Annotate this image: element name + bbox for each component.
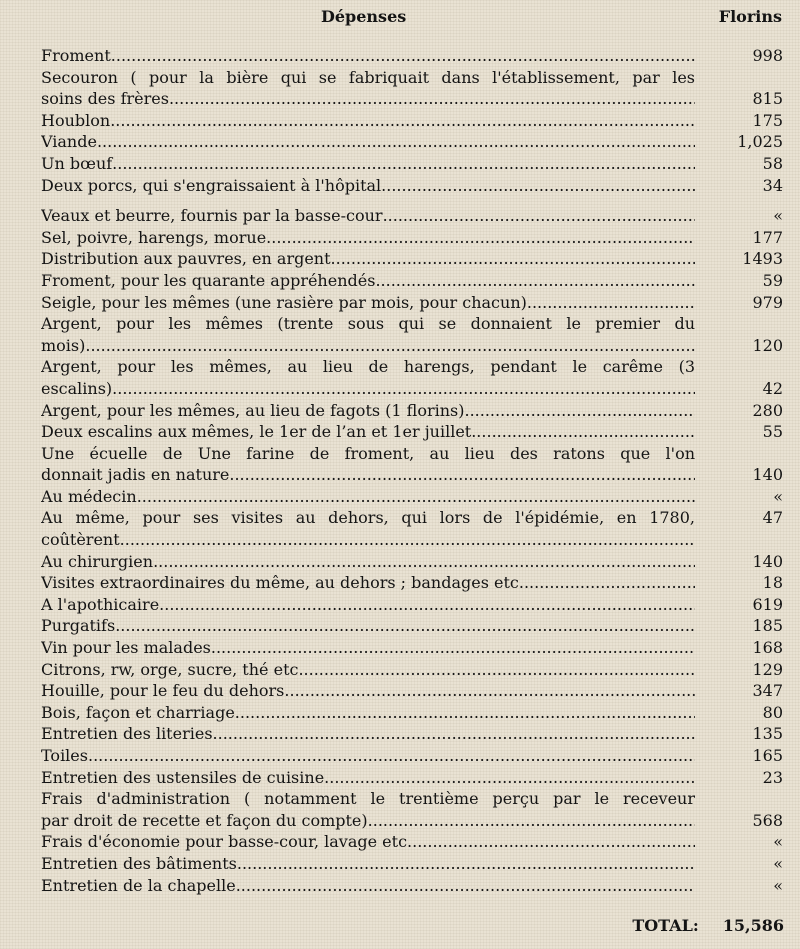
expense-description: Froment bbox=[41, 46, 111, 65]
total-value: 15,586 bbox=[722, 916, 784, 935]
expense-description-line bbox=[41, 464, 695, 486]
dot-leader bbox=[237, 853, 695, 875]
expense-row bbox=[41, 486, 783, 508]
expense-description-end: escalins) bbox=[41, 378, 113, 398]
expense-description: Veaux et beurre, fournis par la basse-cour bbox=[41, 206, 383, 226]
expense-row bbox=[41, 788, 783, 831]
expense-label bbox=[41, 313, 695, 356]
expense-row bbox=[41, 572, 783, 594]
expense-amount: 185 bbox=[752, 616, 783, 636]
expense-row bbox=[41, 680, 783, 702]
expense-description: Seigle, pour les mêmes (une rasière par mois, pour chacun) bbox=[41, 292, 527, 312]
dot-leader bbox=[412, 831, 695, 853]
dot-leader bbox=[331, 248, 695, 270]
expense-description-line bbox=[41, 378, 695, 400]
expense-description-line bbox=[41, 659, 695, 681]
expense-row bbox=[41, 205, 783, 227]
expense-row bbox=[41, 853, 783, 875]
expense-description: Au médecin bbox=[41, 486, 137, 506]
expense-description: Sel, poivre, harengs, morue bbox=[41, 227, 267, 247]
expense-description-line bbox=[41, 853, 695, 875]
expense-row bbox=[41, 767, 783, 789]
expense-description: Entretien des ustensiles de cuisine bbox=[41, 767, 325, 787]
expense-label bbox=[41, 292, 695, 314]
expense-row bbox=[41, 875, 783, 897]
dot-leader bbox=[235, 702, 695, 724]
expense-description-line bbox=[41, 205, 695, 227]
expense-description-line bbox=[41, 292, 695, 314]
expense-description: Deux escalins aux mêmes, le 1er de l’an et 1er juillet bbox=[41, 422, 472, 442]
dot-leader bbox=[85, 335, 695, 357]
expense-description: Entretien des bâtiments bbox=[41, 853, 237, 873]
expense-label bbox=[41, 745, 695, 767]
expense-amount: « bbox=[773, 832, 783, 852]
expense-description-line bbox=[41, 486, 695, 508]
expense-amount: 120 bbox=[752, 335, 783, 355]
expense-amount: 1493 bbox=[742, 249, 783, 269]
expense-label bbox=[41, 853, 695, 875]
dot-leader bbox=[211, 637, 695, 659]
expense-row bbox=[41, 153, 783, 175]
expense-description: Viande bbox=[41, 132, 97, 152]
expense-amount: 18 bbox=[762, 573, 783, 593]
expense-description: Toiles bbox=[41, 746, 88, 765]
expense-label bbox=[41, 723, 695, 745]
expense-description-line bbox=[41, 153, 695, 175]
expense-row bbox=[41, 270, 783, 292]
expense-description-line bbox=[41, 45, 695, 67]
expense-label bbox=[41, 400, 695, 422]
dot-leader bbox=[471, 421, 695, 443]
expense-description-line bbox=[41, 131, 695, 153]
expense-row bbox=[41, 421, 783, 443]
expense-row bbox=[41, 110, 783, 132]
dot-leader bbox=[324, 767, 695, 789]
expense-description: Houille, pour le feu du dehors bbox=[41, 681, 285, 701]
dot-leader bbox=[304, 659, 695, 681]
expense-description-line bbox=[41, 248, 695, 270]
expense-description: Purgatifs bbox=[41, 616, 116, 636]
expense-label bbox=[41, 356, 695, 399]
expense-row bbox=[41, 292, 783, 314]
expense-amount: 23 bbox=[762, 767, 783, 787]
expense-row bbox=[41, 400, 783, 422]
florins-column-header: Florins bbox=[718, 7, 782, 26]
expense-amount: 815 bbox=[752, 89, 783, 109]
expense-row bbox=[41, 227, 783, 249]
expense-description-line bbox=[41, 270, 695, 292]
expense-label bbox=[41, 153, 695, 175]
expense-row bbox=[41, 507, 783, 550]
expense-label bbox=[41, 767, 695, 789]
dot-leader bbox=[169, 88, 695, 110]
expense-row bbox=[41, 659, 783, 681]
expense-amount: 34 bbox=[762, 175, 783, 195]
expense-amount: 129 bbox=[752, 659, 783, 679]
dot-leader bbox=[97, 131, 695, 153]
expense-description-end: mois) bbox=[41, 335, 86, 355]
expense-amount: 619 bbox=[752, 594, 783, 614]
expense-description-line bbox=[41, 637, 695, 659]
expense-description-line bbox=[41, 702, 695, 724]
dot-leader bbox=[465, 400, 696, 422]
expense-amount: 979 bbox=[752, 292, 783, 312]
expense-description: Secouron ( pour la bière qui se fabriquait dans l'établissement, par les bbox=[41, 67, 695, 87]
expense-description: Houblon bbox=[41, 110, 111, 130]
expense-row bbox=[41, 745, 783, 767]
expense-description: Distribution aux pauvres, en argent bbox=[41, 249, 331, 269]
expense-amount: « bbox=[773, 875, 783, 895]
expense-row bbox=[41, 356, 783, 399]
expense-description-line bbox=[41, 594, 695, 616]
expense-description-line bbox=[41, 227, 695, 249]
expense-amount: 175 bbox=[752, 110, 783, 130]
expense-description-line bbox=[41, 551, 695, 573]
dot-leader bbox=[112, 153, 695, 175]
expense-description-line bbox=[41, 723, 695, 745]
dot-leader bbox=[159, 594, 695, 616]
expense-label bbox=[41, 270, 695, 292]
dot-leader bbox=[110, 110, 695, 132]
expense-label bbox=[41, 131, 695, 153]
expense-description-line bbox=[41, 745, 695, 767]
expense-amount: 165 bbox=[752, 746, 783, 765]
expense-label bbox=[41, 702, 695, 724]
expense-description-line bbox=[41, 110, 695, 132]
expense-description-line bbox=[41, 875, 695, 897]
expense-description-line bbox=[41, 529, 695, 551]
expense-label bbox=[41, 205, 695, 227]
expense-description-line bbox=[41, 680, 695, 702]
expense-label bbox=[41, 175, 695, 197]
expense-table bbox=[41, 45, 783, 896]
expense-amount: 135 bbox=[752, 724, 783, 744]
expense-description: Au chirurgien bbox=[41, 551, 154, 571]
expense-label bbox=[41, 572, 695, 594]
dot-leader bbox=[111, 45, 695, 67]
dot-leader bbox=[153, 551, 695, 573]
dot-leader bbox=[375, 270, 695, 292]
dot-leader bbox=[137, 486, 695, 508]
expense-row bbox=[41, 637, 783, 659]
expense-description-line bbox=[41, 400, 695, 422]
expense-amount: 998 bbox=[752, 46, 783, 65]
dot-leader bbox=[88, 745, 695, 767]
expense-description: Visites extraordinaires du même, au dehors ; bandages etc. bbox=[41, 573, 524, 593]
expense-row bbox=[41, 45, 783, 67]
expense-amount: 347 bbox=[752, 681, 783, 701]
dot-leader bbox=[213, 723, 695, 745]
expense-description: Citrons, rw, orge, sucre, thé etc. bbox=[41, 659, 304, 679]
expense-description: Deux porcs, qui s'engraissaient à l'hôpital bbox=[41, 175, 382, 195]
expense-label bbox=[41, 875, 695, 897]
expense-description-end: soins des frères bbox=[41, 89, 169, 109]
dot-leader bbox=[381, 175, 695, 197]
expense-label bbox=[41, 67, 695, 110]
expense-amount: 42 bbox=[762, 378, 783, 398]
expense-amount: 55 bbox=[762, 422, 783, 442]
expense-row bbox=[41, 67, 783, 110]
dot-leader bbox=[368, 810, 695, 832]
expense-description-line bbox=[41, 572, 695, 594]
expense-label bbox=[41, 615, 695, 637]
expense-label bbox=[41, 659, 695, 681]
expense-description-line bbox=[41, 175, 695, 197]
expense-amount: 140 bbox=[752, 551, 783, 571]
expense-row bbox=[41, 615, 783, 637]
expense-row bbox=[41, 702, 783, 724]
dot-leader bbox=[115, 615, 695, 637]
dot-leader bbox=[112, 378, 695, 400]
expense-description: Bois, façon et charriage bbox=[41, 702, 235, 722]
dot-leader bbox=[229, 464, 695, 486]
expense-row bbox=[41, 248, 783, 270]
expense-amount: « bbox=[773, 486, 783, 506]
expense-label bbox=[41, 227, 695, 249]
expense-amount: « bbox=[773, 853, 783, 873]
expense-description-end: coûtèrent bbox=[41, 530, 120, 550]
expense-row bbox=[41, 723, 783, 745]
expense-row bbox=[41, 594, 783, 616]
expense-label bbox=[41, 831, 695, 853]
dot-leader bbox=[266, 227, 695, 249]
total-label: TOTAL: bbox=[632, 916, 699, 935]
expense-row bbox=[41, 831, 783, 853]
expenses-column-header: Dépenses bbox=[321, 7, 407, 26]
expense-label bbox=[41, 680, 695, 702]
expense-description: A l'apothicaire bbox=[41, 594, 160, 614]
expense-row bbox=[41, 175, 783, 197]
expense-description: Froment, pour les quarante appréhendés bbox=[41, 270, 376, 290]
expense-amount: 1,025 bbox=[737, 132, 783, 152]
expense-description-end: par droit de recette et façon du compte) bbox=[41, 810, 368, 830]
expense-description-line bbox=[41, 831, 695, 853]
expense-description-line bbox=[41, 88, 695, 110]
dot-leader bbox=[236, 875, 695, 897]
expense-label bbox=[41, 248, 695, 270]
expense-description: Entretien des literies bbox=[41, 724, 213, 744]
expense-label bbox=[41, 507, 695, 550]
expense-amount: 80 bbox=[762, 702, 783, 722]
expense-amount: 177 bbox=[752, 227, 783, 247]
expense-description-line bbox=[41, 767, 695, 789]
expense-amount: 280 bbox=[752, 400, 783, 420]
expense-description-line bbox=[41, 335, 695, 357]
expense-row bbox=[41, 551, 783, 573]
expense-amount: 140 bbox=[752, 465, 783, 485]
dot-leader bbox=[524, 572, 695, 594]
expense-description: Frais d'économie pour basse-cour, lavage etc. bbox=[41, 832, 413, 852]
expense-label bbox=[41, 594, 695, 616]
expense-label bbox=[41, 637, 695, 659]
expense-amount: 58 bbox=[762, 153, 783, 173]
expense-description-line bbox=[41, 615, 695, 637]
expense-description-line bbox=[41, 421, 695, 443]
total-row bbox=[632, 916, 784, 935]
expense-label bbox=[41, 486, 695, 508]
expense-label bbox=[41, 421, 695, 443]
expense-amount: « bbox=[773, 206, 783, 226]
dot-leader bbox=[284, 680, 695, 702]
expense-description: Vin pour les malades bbox=[41, 638, 211, 658]
expense-description: Un bœuf bbox=[41, 153, 113, 173]
expense-description-line bbox=[41, 810, 695, 832]
dot-leader bbox=[120, 529, 695, 551]
expense-amount: 168 bbox=[752, 638, 783, 658]
expense-description: Argent, pour les mêmes, au lieu de fagots (1 florins) bbox=[41, 400, 465, 420]
expense-amount: 568 bbox=[752, 810, 783, 830]
expense-description-end: donnait jadis en nature bbox=[41, 465, 230, 485]
expense-label bbox=[41, 788, 695, 831]
dot-leader bbox=[527, 292, 695, 314]
expense-amount: 59 bbox=[762, 270, 783, 290]
expense-label bbox=[41, 551, 695, 573]
dot-leader bbox=[383, 205, 695, 227]
expense-description: Au même, pour ses visites au dehors, qui lors de l'épidémie, en 1780, bbox=[41, 508, 695, 528]
expense-description: Une écuelle de Une farine de froment, au lieu des ratons que l'on bbox=[41, 443, 695, 463]
expense-description: Entretien de la chapelle bbox=[41, 875, 236, 895]
expense-row bbox=[41, 131, 783, 153]
expense-label bbox=[41, 45, 695, 67]
expense-description: Argent, pour les mêmes, au lieu de harengs, pendant le carême (3 bbox=[41, 357, 695, 377]
expense-row bbox=[41, 443, 783, 486]
expense-description: Frais d'administration ( notamment le trentième perçu par le receveur bbox=[41, 789, 695, 809]
expense-label bbox=[41, 110, 695, 132]
expense-amount: 47 bbox=[762, 508, 783, 528]
row-spacer bbox=[41, 196, 783, 205]
expense-description: Argent, pour les mêmes (trente sous qui se donnaient le premier du bbox=[41, 314, 695, 334]
expense-row bbox=[41, 313, 783, 356]
expense-label bbox=[41, 443, 695, 486]
